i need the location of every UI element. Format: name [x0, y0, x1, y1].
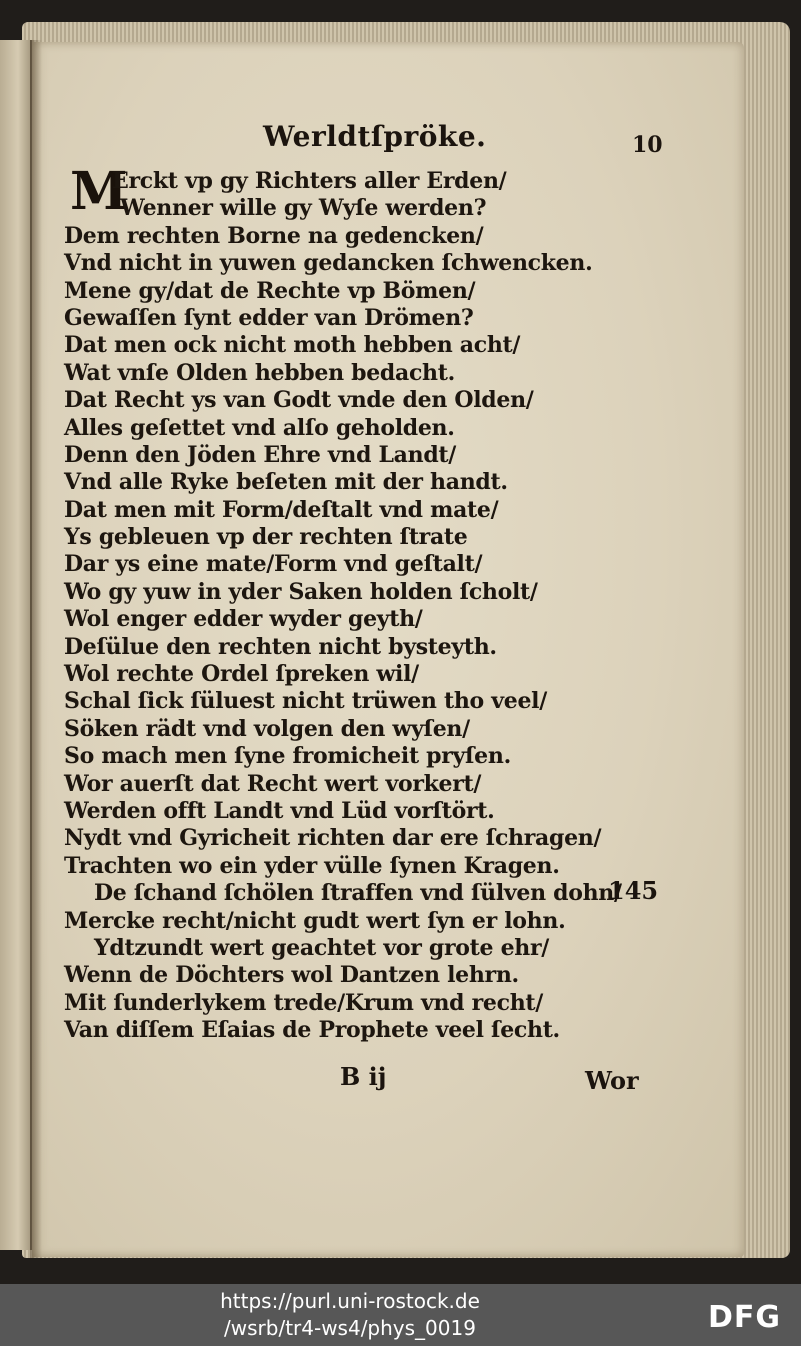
drop-capital: M [70, 161, 128, 222]
permalink[interactable] [140, 1288, 560, 1342]
dfg-logo: DFG [708, 1300, 782, 1335]
verse-line: Mene gy/dat de Rechte vp Bömen/ [64, 277, 476, 304]
verse-line: De ſchand ſchölen ſtraffen vnd ſülven dohn/ [94, 880, 622, 907]
verse-line: Van diſſem Eſaias de Prophete veel ſecht. [64, 1017, 560, 1044]
verse-line: Mercke recht/nicht gudt wert ſyn er lohn. [64, 907, 566, 934]
facing-page-edge [0, 40, 32, 1250]
permalink-line-1[interactable]: https://purl.uni-rostock.de [220, 1289, 480, 1313]
verse-line: Alles geſettet vnd alſo geholden. [64, 414, 455, 441]
verse-line: Dat men mit Form/deſtalt vnd mate/ [64, 496, 499, 523]
verse-line: Vnd nicht in yuwen gedancken ſchwencken. [64, 250, 593, 277]
verse-line: Wol enger edder wyder geyth/ [64, 606, 423, 633]
verse-line: Dat men ock nicht moth hebben acht/ [64, 332, 521, 359]
margin-number: 145 [608, 876, 659, 905]
verse-line: Wol rechte Ordel ſpreken wil/ [64, 661, 419, 688]
verse-line: Mit ſunderlykem trede/Krum vnd recht/ [64, 989, 543, 1016]
footer-bar [0, 1284, 801, 1346]
verse-line: So mach men ſyne fromicheit pryſen. [64, 743, 511, 770]
permalink-line-2[interactable]: /wsrb/tr4-ws4/phys_0019 [224, 1316, 476, 1340]
verse-line: Erckt vp gy Richters aller Erden/ [112, 168, 507, 194]
verse-line: Dar ys eine mate/Form vnd geſtalt/ [64, 551, 483, 578]
verse-line: Nydt vnd Gyricheit richten dar ere ſchragen/ [64, 825, 602, 852]
verse-line: Söken rädt vnd volgen den wyſen/ [64, 715, 470, 742]
catchword: Wor [585, 1066, 639, 1095]
verse-line: Vnd alle Ryke beſeten mit der handt. [64, 469, 508, 496]
verse-line: Wor auerſt dat Recht wert vorkert/ [64, 770, 482, 797]
verse-line: Ydtzundt wert geachtet vor grote ehr/ [94, 934, 549, 961]
verse-line: Wo gy yuw in yder Saken holden ſcholt/ [64, 578, 538, 605]
spine-shadow [30, 40, 42, 1258]
running-head: Werldtſpröke. [263, 120, 487, 153]
verse-line: Werden offt Landt vnd Lüd vorſtört. [64, 797, 495, 824]
signature-mark: B ij [340, 1062, 387, 1091]
verse-line: Wat vnſe Olden hebben bedacht. [64, 359, 455, 386]
verse-line: Wenn de Döchters wol Dantzen lehrn. [64, 962, 519, 989]
page-number: 10 [632, 132, 663, 158]
verse-line: Trachten wo ein yder vülle ſynen Kragen. [64, 852, 560, 879]
verse-line: Schal ſick ſüluest nicht trüwen tho veel/ [64, 688, 547, 715]
verse-text [64, 161, 664, 1045]
verse-line: Deſülue den rechten nicht bysteyth. [64, 633, 497, 660]
verse-line: Ys gebleuen vp der rechten ſtrate [64, 524, 468, 551]
verse-line: Denn den Jöden Ehre vnd Landt/ [64, 441, 457, 468]
verse-line: Wenner wille gy Wyſe werden? [120, 195, 487, 222]
verse-line: Gewaſſen ſynt edder van Drömen? [64, 304, 474, 331]
verse-line: Dem rechten Borne na gedencken/ [64, 222, 484, 249]
verse-line: Dat Recht ys van Godt vnde den Olden/ [64, 387, 534, 414]
